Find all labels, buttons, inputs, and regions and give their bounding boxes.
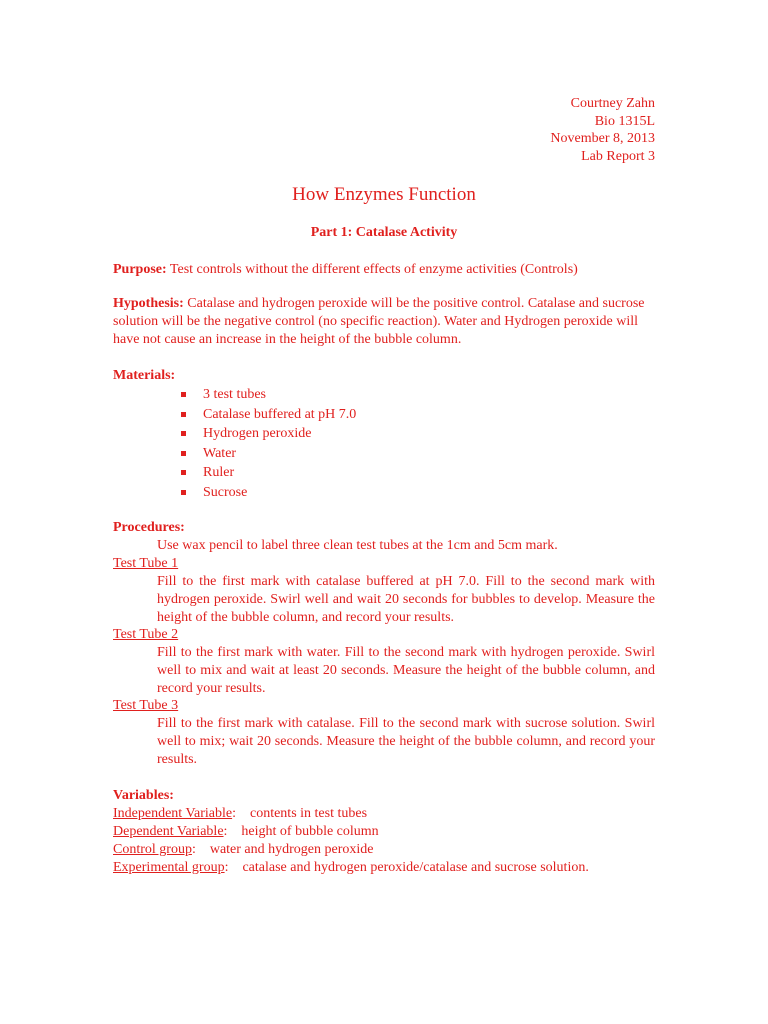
course-code: Bio 1315L bbox=[594, 113, 655, 129]
hypothesis-paragraph bbox=[113, 295, 656, 349]
test-tube-3-text: Fill to the first mark with catalase. Fill to the second mark with sucrose solution. Swirl well to mix; wait 20 seconds. Measure the height of the bubble column, and record your results. bbox=[157, 716, 655, 767]
test-tube-3-heading: Test Tube 3 bbox=[113, 698, 179, 713]
procedures-intro: Use wax pencil to label three clean test tubes at the 1cm and 5cm mark. bbox=[157, 538, 558, 553]
hypothesis-text: Catalase and hydrogen peroxide will be the positive control. Catalase and sucrose solution will be the negative control (no specific reaction). Water and Hydrogen peroxide will have not cause an increase in the height of the bubble column. bbox=[113, 296, 645, 347]
materials-heading: Materials: bbox=[113, 368, 176, 383]
square-bullet-icon bbox=[181, 451, 186, 456]
square-bullet-icon bbox=[181, 431, 186, 436]
list-item: 3 test tubes bbox=[180, 385, 356, 405]
author-header bbox=[550, 95, 655, 165]
variables-heading: Variables: bbox=[113, 788, 174, 803]
list-item: Hydrogen peroxide bbox=[180, 424, 356, 444]
list-item: Water bbox=[180, 444, 356, 464]
experimental-group-row: Experimental group: catalase and hydrogen peroxide/catalase and sucrose solution. bbox=[113, 860, 589, 875]
dependent-variable-row: Dependent Variable: height of bubble column bbox=[113, 824, 379, 839]
procedures-heading: Procedures: bbox=[113, 520, 185, 535]
list-item: Sucrose bbox=[180, 483, 356, 503]
document-title: How Enzymes Function bbox=[292, 184, 476, 205]
test-tube-1-text: Fill to the first mark with catalase buffered at pH 7.0. Fill to the second mark with hydrogen peroxide. Swirl well and wait 20 seconds for bubbles to develop. Measure the height of the bubble column, and record your results. bbox=[157, 574, 655, 625]
test-tube-2-text: Fill to the first mark with water. Fill to the second mark with hydrogen peroxide. Swirl well to mix and wait at least 20 seconds. Measure the height of the bubble column, and record your results. bbox=[157, 645, 655, 696]
purpose-label: Purpose: bbox=[113, 262, 167, 277]
test-tube-1-heading: Test Tube 1 bbox=[113, 556, 179, 571]
hypothesis-label: Hypothesis: bbox=[113, 296, 184, 311]
section-subtitle: Part 1: Catalase Activity bbox=[310, 225, 458, 240]
square-bullet-icon bbox=[181, 412, 186, 417]
control-group-row: Control group: water and hydrogen peroxide bbox=[113, 842, 374, 857]
list-item: Ruler bbox=[180, 463, 356, 483]
report-number: Lab Report 3 bbox=[581, 148, 655, 164]
author-name: Courtney Zahn bbox=[570, 96, 655, 111]
purpose-text: Test controls without the different effects of enzyme activities (Controls) bbox=[166, 262, 578, 277]
independent-variable-row: Independent Variable: contents in test tubes bbox=[113, 806, 368, 821]
report-date: November 8, 2013 bbox=[550, 131, 655, 146]
test-tube-2-heading: Test Tube 2 bbox=[113, 627, 179, 642]
list-item: Catalase buffered at pH 7.0 bbox=[180, 405, 356, 425]
square-bullet-icon bbox=[181, 470, 186, 475]
square-bullet-icon bbox=[181, 392, 186, 397]
purpose-paragraph bbox=[113, 261, 656, 279]
materials-list bbox=[180, 385, 356, 502]
square-bullet-icon bbox=[181, 490, 186, 495]
